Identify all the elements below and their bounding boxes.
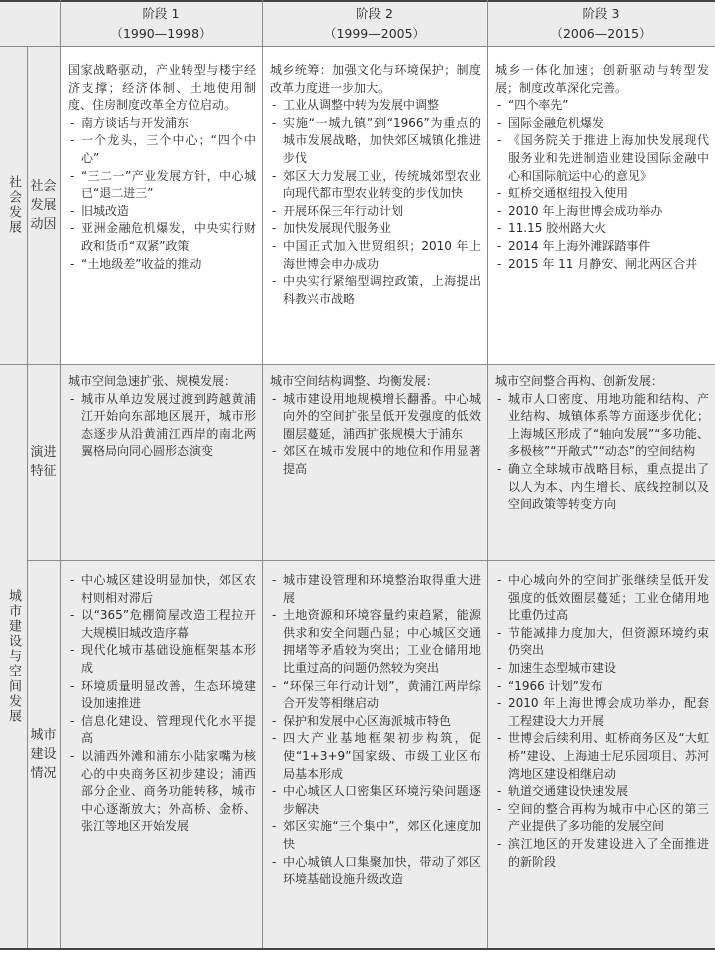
construction-cell — [27, 560, 60, 949]
list-item: - 一个龙头，三个中心；“四个中心” — [68, 132, 256, 167]
bullet-list — [68, 391, 256, 461]
evolution-stage-1 — [60, 369, 262, 560]
list-item: - 郊区实施“三个集中”，郊区化速度加快 — [270, 818, 481, 853]
list-item: - 信息化建设、管理现代化水平提高 — [68, 713, 256, 748]
cell-lead: 城乡统筹：加强文化与环境保护；制度改革力度进一步加大。 — [270, 63, 481, 95]
list-item: - 国际金融危机爆发 — [495, 115, 709, 133]
list-item: - 郊区在城市发展中的地位和作用显著提高 — [270, 443, 481, 478]
social-stage-2 — [262, 58, 487, 364]
list-item: - 城市建设管理和环境整治取得重大进展 — [270, 572, 481, 607]
stage-2-years: （1999—2005） — [323, 26, 426, 41]
list-item: - 现代化城市基础设施框架基本形成 — [68, 642, 256, 677]
list-item: - 中心城向外的空间扩张继续呈低开发强度的低效圈层蔓延；工业仓储用地比重仍过高 — [495, 572, 709, 625]
list-item: - 以“365”危棚简屋改造工程拉开大规模旧城改造序幕 — [68, 607, 256, 642]
list-item: - 中央实行紧缩型调控政策，上海提出科教兴市战略 — [270, 273, 481, 308]
col-divider-1 — [27, 46, 28, 948]
list-item: - 空间的整合再构为城市中心区的第三产业提供了多功能的发展空间 — [495, 801, 709, 836]
list-item: - 四大产业基地框架初步构筑，促使“1+3+9”国家级、市级工业区布局基本形成 — [270, 730, 481, 783]
cell-lead: 城乡一体化加速；创新驱动与转型发展；制度改革深化完善。 — [495, 63, 709, 95]
stage-2-title: 阶段 2 — [356, 6, 393, 21]
bullet-list — [270, 572, 481, 889]
list-item: - 中心城区人口密集区环境污染问题逐步解决 — [270, 783, 481, 818]
list-item: - “土地级差”收益的推动 — [68, 256, 256, 274]
section-rule — [0, 364, 715, 365]
list-item: - 加快发展现代服务业 — [270, 220, 481, 238]
list-item: - “环保三年行动计划”，黄浦江两岸综合开发等相继启动 — [270, 678, 481, 713]
list-item: - 以浦西外滩和浦东小陆家嘴为核心的中央商务区初步建设；浦西部分企业、商务功能转移，城市中心逐渐放大；外高桥、金桥、张江等地区开始发展 — [68, 748, 256, 836]
list-item: - 确立全球城市战略目标，重点提出了以人为本、内生增长、底线控制以及空间政策等转变方向 — [495, 461, 709, 514]
bullet-list — [270, 97, 481, 308]
list-item: - 11.15 胶州路大火 — [495, 220, 709, 238]
construction-label: 城市建设情况 — [30, 728, 57, 781]
list-item: - 土地资源和环境容量约束趋紧，能源供求和安全问题凸显；中心城区交通拥堵等矛盾较为突出；工业仓储用地比重过高的问题仍然较为突出 — [270, 607, 481, 677]
cell-lead: 城市空间整合再构、创新发展： — [495, 374, 664, 388]
list-item: - “四个率先” — [495, 97, 709, 115]
table-top-rule — [0, 0, 715, 2]
stage-1-header — [60, 0, 262, 46]
list-item: - 亚洲金融危机爆发，中央实行财政和货币“双紧”政策 — [68, 220, 256, 255]
social-category-cell — [0, 46, 27, 364]
evolution-label: 演进特征 — [30, 445, 57, 479]
stage-1-title: 阶段 1 — [142, 6, 180, 21]
stage-3-years: （2006—2015） — [550, 26, 652, 41]
list-item: - 《国务院关于推进上海加快发展现代服务业和先进制造业建设国际金融中心和国际航运中心的意见》 — [495, 132, 709, 185]
stage-2-header — [262, 0, 487, 46]
urban-category-label: 城市建设与空间发展 — [6, 589, 21, 724]
col-divider-3 — [262, 0, 263, 948]
list-item: - 工业从调整中转为发展中调整 — [270, 97, 481, 115]
construction-stage-2 — [262, 568, 487, 949]
stage-3-title: 阶段 3 — [582, 6, 620, 21]
list-item: - 节能减排力度加大，但资源环境约束仍突出 — [495, 625, 709, 660]
bullet-list — [270, 391, 481, 479]
list-item: - 加速生态型城市建设 — [495, 660, 709, 678]
list-item: - “1966 计划”发布 — [495, 678, 709, 696]
list-item: - 2015 年 11 月静安、闸北两区合并 — [495, 256, 709, 274]
list-item: - “三二一”产业发展方针，中心城已“退二进三” — [68, 168, 256, 203]
list-item: - 环境质量明显改善，生态环境建设加速推进 — [68, 678, 256, 713]
social-driver-label: 社会发展动因 — [30, 178, 57, 232]
social-driver-cell — [27, 46, 60, 364]
list-item: - 2014 年上海外滩踩踏事件 — [495, 238, 709, 256]
table-bottom-rule — [0, 948, 715, 950]
list-item: - 2010 年上海世博会成功举办，配套工程建设大力开展 — [495, 695, 709, 730]
evolution-stage-2 — [262, 369, 487, 560]
list-item: - 中心城镇人口集聚加快，带动了郊区环境基础设施升级改造 — [270, 854, 481, 889]
stage-1-years: （1990—1998） — [110, 26, 212, 41]
list-item: - 郊区大力发展工业，传统城郊型农业向现代都市型农业转变的步伐加快 — [270, 168, 481, 203]
bullet-list — [68, 115, 256, 273]
bullet-list — [495, 97, 709, 273]
col-divider-2 — [60, 0, 61, 948]
list-item: - 中国正式加入世贸组织；2010 年上海世博会申办成功 — [270, 238, 481, 273]
cell-lead: 城市空间结构调整、均衡发展： — [270, 374, 439, 388]
subsection-rule — [27, 560, 715, 561]
list-item: - 中心城区建设明显加快，郊区农村则相对滞后 — [68, 572, 256, 607]
list-item: - 轨道交通建设快速发展 — [495, 783, 709, 801]
list-item: - 城市从单边发展过渡到跨越黄浦江开始向东部地区展开，城市形态逐步从沿黄浦江西岸的南北两翼格局向同心圆形态演变 — [68, 391, 256, 461]
list-item: - 城市建设用地规模增长翻番。中心城向外的空间扩张呈低开发强度的低效圈层蔓延，浦西扩张规模大于浦东 — [270, 391, 481, 444]
header-rule — [0, 46, 715, 47]
social-stage-1 — [60, 58, 262, 364]
col-divider-4 — [487, 0, 488, 948]
evolution-cell — [27, 364, 60, 560]
list-item: - 南方谈话与开发浦东 — [68, 115, 256, 133]
social-category-label: 社会发展 — [6, 175, 21, 235]
list-item: - 虹桥交通枢纽投入使用 — [495, 185, 709, 203]
urban-category-cell — [0, 364, 27, 949]
cell-lead: 国家战略驱动，产业转型与楼宇经济支撑；经济体制、土地使用制度、住房制度改革全方位启动。 — [68, 63, 256, 113]
list-item: - 开展环保三年行动计划 — [270, 203, 481, 221]
list-item: - 旧城改造 — [68, 203, 256, 221]
list-item: - 世博会后续利用、虹桥商务区及“大虹桥”建设、上海迪士尼乐园项目、苏河湾地区建设相继启动 — [495, 730, 709, 783]
list-item: - 城市人口密度、用地功能和结构、产业结构、城镇体系等方面逐步优化；上海城区形成了“轴向发展”“多功能、多极核”“开敞式”“动态”的空间结构 — [495, 391, 709, 461]
construction-stage-1 — [60, 568, 262, 949]
list-item: - 2010 年上海世博会成功举办 — [495, 203, 709, 221]
bullet-list — [495, 572, 709, 871]
construction-stage-3 — [487, 568, 715, 949]
evolution-stage-3 — [487, 369, 715, 560]
list-item: - 保护和发展中心区海派城市特色 — [270, 713, 481, 731]
stage-3-header — [487, 0, 715, 46]
cell-lead: 城市空间急速扩张、规模发展： — [68, 374, 237, 388]
list-item: - 实施“一城九镇”到“1966”为重点的城市发展战略，加快郊区城镇化推进步伐 — [270, 115, 481, 168]
bullet-list — [68, 572, 256, 836]
social-stage-3 — [487, 58, 715, 364]
list-item: - 滨江地区的开发建设进入了全面推进的新阶段 — [495, 836, 709, 871]
bullet-list — [495, 391, 709, 514]
